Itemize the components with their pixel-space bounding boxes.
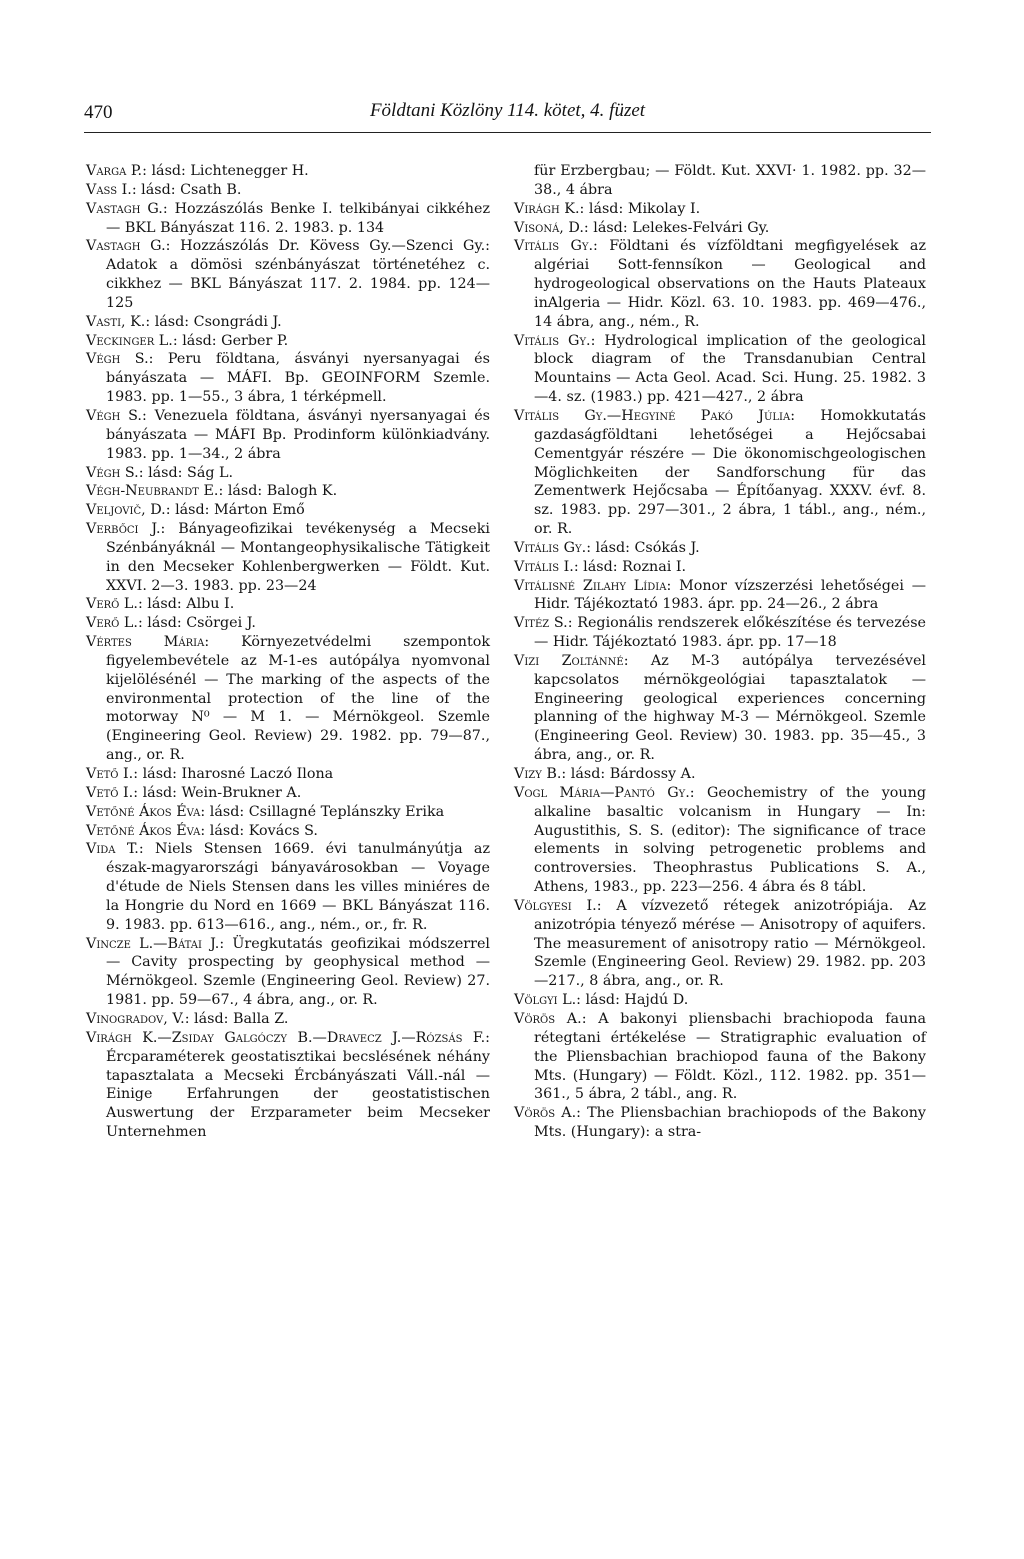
entry-text: für Erzbergbau; — Földt. Kut. XXVI· 1. 1982. pp. 32—38., 4 ábra [534, 163, 926, 198]
entry-author: Végh-Neubrandt E. [86, 483, 219, 500]
entry-author: Vitális Gy. [514, 539, 587, 556]
entry-text: : lásd: Albu I. [137, 596, 235, 613]
bibliography-entry [514, 162, 926, 200]
entry-author: Varga P. [86, 163, 143, 179]
entry-text: : lásd: Balogh K. [218, 483, 338, 500]
entry-text: : lásd: Iharosné Laczó Ilona [133, 766, 334, 782]
bibliography-entry [86, 313, 490, 332]
entry-author: Völgyesi I. [514, 897, 597, 914]
entry-text: : Hozzászólás Dr. Kövess Gy.—Szenci Gy.: Adatok a dömösi szénbányászat történetéhez c. cikkhez — BKL Bányászat 117. 2. 1984. pp. 124—125 [106, 238, 491, 311]
bibliography-entry [86, 200, 490, 238]
entry-author: Vitális Gy. [514, 332, 591, 349]
bibliography-entry [514, 332, 926, 407]
bibliography-entry [514, 558, 926, 577]
entry-author: Virágh K. [514, 200, 580, 217]
entry-text: : Bányageofizikai tevékenység a Mecseki Szénbányáknál — Montangeophysikalische Tätigkeit in den Mecseker Kohlenbergwerken — Földt. Kut. XXVI. 2—3. 1983. pp. 23—24 [106, 521, 490, 594]
entry-text: : Peru földtana, ásványi nyersanyagai és bányászata — MÁFI. Bp. GEOINFORM Szemle. 1983. pp. 1—55., 3 ábra, 1 térképmell. [106, 351, 490, 406]
bibliography-entry [86, 840, 490, 934]
bibliography-entry [514, 200, 926, 219]
entry-text: : The Pliensbachian brachiopods of the Bakony Mts. (Hungary): a stra- [534, 1105, 927, 1141]
bibliography-entry [86, 765, 490, 784]
right-column [514, 162, 926, 1142]
bibliography-entry [86, 350, 490, 407]
bibliography-entry [514, 539, 926, 558]
bibliography-entry [514, 784, 926, 897]
bibliography-entry [86, 407, 490, 464]
entry-author: Visoná, D. [514, 219, 584, 236]
bibliography-entry [86, 237, 490, 312]
entry-author: Vető I. [86, 766, 134, 782]
bibliography-entry [514, 1104, 926, 1142]
entry-text: : A vízvezető rétegek anizotrópiája. Az anizotrópia tényező mérése — Anisotropy of aquifers. The measurement of anisotropy ratio — Mérnökgeol. Szemle (Engineering Geol. Review) 29. 1982. pp. 203—217., 8 ábra, ang., or. R. [534, 897, 926, 990]
entry-author: Vitális Gy.—Hegyiné Pakó Júlia [514, 407, 791, 424]
bibliography-entry [86, 464, 490, 483]
entry-text: : lásd: Lelekes-Felvári Gy. [583, 219, 770, 236]
bibliography-entry [514, 897, 926, 991]
left-column [86, 162, 490, 1142]
entry-author: Vastagh G. [86, 238, 166, 255]
entry-text: : lásd: Wein-Brukner A. [133, 784, 302, 801]
bibliography-entry [86, 633, 490, 765]
bibliography-entry [86, 501, 490, 520]
bibliography-entry [86, 162, 490, 181]
entry-author: Verbőci J. [86, 521, 161, 538]
entry-author: Vörös A. [514, 1105, 577, 1122]
entry-text: : Az M-3 autópálya tervezésével kapcsolatos mérnökgeológiai tapasztalatok — Engineering geological experiences concerning planning of the highway M-3 — Mérnökgeol. Szemle (Engineering Geol. Review) 30. 1983. pp. 35—45., 3 ábra, ang., or. R. [534, 652, 926, 764]
entry-text: : Monor vízszerzési lehetőségei — Hidr. Tájékoztató 1983. ápr. pp. 24—26., 2 ábra [534, 577, 927, 613]
bibliography-entry [514, 577, 926, 615]
entry-author: Veckinger L. [86, 332, 173, 349]
entry-author: Virágh K.—Zsiday Galgóczy B.—Dravecz J.—Rózsás F. [86, 1029, 486, 1046]
bibliography-entry [514, 991, 926, 1010]
bibliography-entry [86, 935, 490, 1010]
entry-author: Vasti, K. [86, 313, 146, 330]
bibliography-entry [86, 595, 490, 614]
entry-text: : Ércparaméterek geostatisztikai becslésének néhány tapasztalata a Mecseki Ércbányászati Váll.-nál — Einige Erfahrungen der geostatistischen Auswertung der Erzparameter beim Mecseker Unternehmen [106, 1029, 490, 1141]
entry-author: Végh S. [86, 407, 142, 424]
entry-text: : Geochemistry of the young alkaline basaltic volcanism in Hungary — In: Augustithis, S. S. (editor): The significance of trace elements in solving petrogenetic problems and controversies. Theophrastus Publications S. A., Athens, 1983., pp. 223—256. 4 ábra és 8 tábl. [534, 784, 926, 896]
entry-text: : Földtani és vízföldtani megfigyelések az algériai Sott-fennsíkon — Geological and hydrogeological observations on the Hauts Plateaux inAlgeria — Hidr. Közl. 63. 10. 1983. pp. 469—476., 14 ábra, ang., ném., R. [534, 238, 926, 330]
entry-text: : lásd: Csókás J. [586, 539, 700, 556]
bibliography-entry [86, 803, 490, 822]
entry-text: : lásd: Gerber P. [172, 332, 289, 349]
entry-author: Vitális I. [514, 558, 574, 575]
bibliography-entry [514, 1010, 926, 1104]
entry-text: : Üregkutatás geofizikai módszerrel — Cavity prospecting by geophysical method — Mérnökgeol. Szemle (Engineering Geol. Review) 27. 1981. pp. 59—67., 4 ábra, ang., or. R. [106, 935, 490, 1009]
bibliography-entry [86, 482, 490, 501]
entry-author: Vitális Gy. [514, 238, 594, 255]
header-rule [84, 132, 931, 133]
entry-author: Vinogradov, V. [86, 1010, 185, 1027]
entry-text: : Venezuela földtana, ásványi nyersanyagai és bányászata — MÁFI Bp. Prodinform különkiadvány. 1983. pp. 1—34., 2 ábra [106, 407, 490, 462]
entry-author: Vincze L.—Bátai J. [86, 935, 220, 952]
entry-text: : Hydrological implication of the geological block diagram of the Transdanubian Central Mountains — Acta Geol. Acad. Sci. Hung. 25. 1982. 3—4. sz. (1983.) pp. 421—427., 2 ábra [534, 332, 926, 406]
entry-text: : lásd: Mikolay I. [579, 200, 701, 217]
entry-author: Vastagh G. [86, 200, 163, 217]
entry-text: : lásd: Kovács S. [200, 822, 318, 839]
entry-author: Vizi Zoltánné [514, 652, 624, 669]
bibliography-entry [86, 181, 490, 200]
entry-text: : lásd: Bárdossy A. [561, 766, 696, 782]
entry-text: : lásd: Csongrádi J. [145, 313, 282, 330]
bibliography-entry [86, 332, 490, 351]
entry-text: : lásd: Balla Z. [184, 1010, 289, 1027]
page-number: 470 [84, 102, 113, 123]
entry-author: Vida T. [86, 841, 139, 858]
bibliography-entry [514, 614, 926, 652]
entry-text: : lásd: Hajdú D. [576, 992, 689, 1009]
entry-text: : Homokkutatás gazdaságföldtani lehetőségei a Hejőcsabai Cementgyár részére — Die ökonomischgeologischen Möglichkeiten der Sandforschung für das Zementwerk Hejőcsaba — Építőanyag. XXXV. évf. 8. sz. 1983. pp. 297—301., 2 ábra, 1 tábl., ang., ném., or. R. [534, 407, 926, 538]
bibliography-entry [86, 784, 490, 803]
entry-author: Verő L. [86, 615, 138, 632]
bibliography-entry [514, 237, 926, 331]
journal-title: Földtani Közlöny 114. kötet, 4. füzet [369, 100, 646, 121]
bibliography-entry [514, 219, 926, 238]
entry-author: Vogl Mária—Pantó Gy. [514, 784, 690, 801]
bibliography-entry [86, 520, 490, 595]
entry-text: : Niels Stensen 1669. évi tanulmányútja az észak-magyarországi bányavárosokban — Voyage d'étude de Niels Stensen dans les villes miniéres de la Hongrie du Nord en 1669 — BKL Bányászat 116. 9. 1983. pp. 613—616., ang., ném., or., fr. R. [106, 841, 490, 933]
entry-text: : Környezetvédelmi szempontok figyelembevétele az M-1-es autópálya nyomvonal kijelölésénél — The marking of the aspects of the environmental protection of the line of the motorway N⁰ — M 1. — Mérnökgeol. Szemle (Engineering Geol. Review) 29. 1982. pp. 79—87., ang., or. R. [106, 634, 491, 764]
entry-text: : lásd: Lichtenegger H. [142, 163, 309, 179]
entry-author: Völgyi L. [514, 992, 577, 1009]
entry-text: : lásd: Csörgei J. [137, 615, 256, 632]
entry-author: Vértes Mária [86, 634, 205, 651]
entry-text: : Hozzászólás Benke I. telkibányai cikkéhez — BKL Bányászat 116. 2. 1983. p. 134 [106, 200, 491, 236]
entry-author: Vizy B. [514, 766, 562, 782]
entry-author: Végh S. [86, 351, 149, 368]
entry-text: : lásd: Csillagné Teplánszky Erika [200, 803, 445, 820]
entry-author: Vitálisné Zilahy Lídia [514, 577, 667, 594]
entry-author: Veljovič, D. [86, 502, 166, 519]
bibliography-entry [514, 765, 926, 784]
entry-text: : lásd: Roznai I. [573, 558, 687, 575]
entry-text: : lásd: Csath B. [131, 181, 242, 198]
entry-author: Verő L. [86, 596, 138, 613]
bibliography-entry [514, 407, 926, 539]
bibliography-entry [86, 1029, 490, 1142]
entry-author: Vass I. [86, 181, 132, 198]
entry-author: Vitéz S. [514, 615, 568, 632]
entry-author: Vörös A. [514, 1010, 582, 1027]
entry-author: Vetőné Ákos Éva [86, 803, 201, 820]
running-head [84, 98, 931, 128]
bibliography-entry [86, 614, 490, 633]
entry-author: Vető I. [86, 784, 134, 801]
entry-text: : lásd: Ság L. [138, 464, 234, 481]
entry-text: : lásd: Márton Emő [165, 502, 305, 519]
bibliography-entry [86, 822, 490, 841]
entry-author: Vetőné Ákos Éva [86, 822, 201, 839]
entry-text: : Regionális rendszerek előkészítése és tervezése — Hidr. Tájékoztató 1983. ápr. pp. 17—18 [534, 615, 926, 651]
entry-author: Végh S. [86, 464, 139, 481]
entry-text: : A bakonyi pliensbachi brachiopoda fauna rétegtani értékelése — Stratigraphic evaluation of the Pliensbachian brachiopod fauna of the Bakony Mts. (Hungary) — Földt. Közl., 112. 1982. pp. 351—361., 5 ábra, 2 tábl., ang. R. [534, 1010, 927, 1103]
bibliography-entry [514, 652, 926, 765]
bibliography-entry [86, 1010, 490, 1029]
